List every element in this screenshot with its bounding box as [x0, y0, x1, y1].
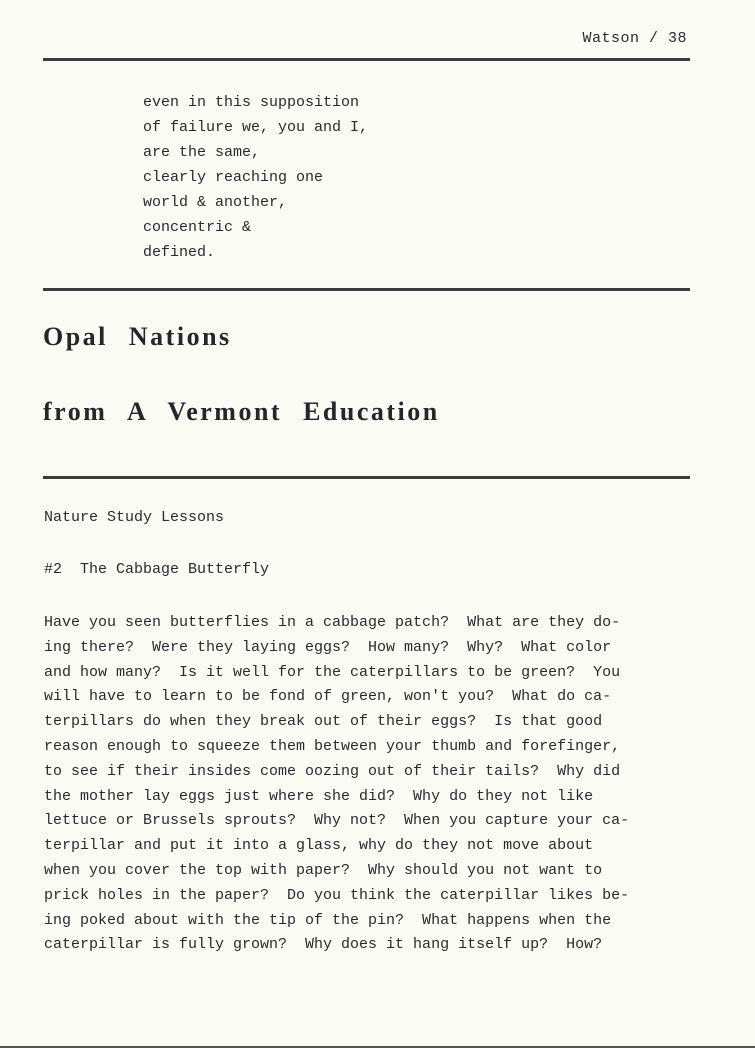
poem-line: defined. [143, 244, 216, 261]
body-line: and how many? Is it well for the caterpillars to be green? You [44, 663, 621, 681]
running-head: Watson / 38 [582, 30, 687, 47]
poem-line: world & another, [143, 194, 288, 211]
body-line: the mother lay eggs just where she did? Why do they not like [44, 787, 594, 805]
body-line: lettuce or Brussels sprouts? Why not? When you capture your ca- [44, 812, 630, 830]
body-line: ing there? Were they laying eggs? How many? Why? What color [44, 638, 612, 656]
body-line: caterpillar is fully grown? Why does it hang itself up? How? [44, 936, 603, 954]
body-line: when you cover the top with paper? Why should you not want to [44, 861, 603, 879]
top-rule [43, 58, 690, 61]
poem-block [143, 90, 368, 265]
body-paragraph [44, 611, 629, 958]
poem-line: concentric & [143, 219, 252, 236]
body-line: terpillars do when they break out of their eggs? Is that good [44, 713, 603, 731]
poem-line: are the same, [143, 144, 261, 161]
body-line: reason enough to squeeze them between your thumb and forefinger, [44, 737, 621, 755]
body-line: prick holes in the paper? Do you think the caterpillar likes be- [44, 886, 630, 904]
title-heading: from A Vermont Education [43, 397, 440, 426]
lesson-title: #2 The Cabbage Butterfly [44, 561, 270, 578]
section-rule [43, 288, 690, 291]
heading-rule [43, 476, 690, 479]
poem-line: even in this supposition [143, 94, 360, 111]
body-line: will have to learn to be fond of green, won't you? What do ca- [44, 688, 612, 706]
body-line: ing poked about with the tip of the pin? What happens when the [44, 911, 612, 929]
author-heading: Opal Nations [43, 322, 232, 351]
poem-line: of failure we, you and I, [143, 119, 369, 136]
body-line: Have you seen butterflies in a cabbage patch? What are they do- [44, 614, 621, 631]
poem-line: clearly reaching one [143, 169, 324, 186]
body-line: terpillar and put it into a glass, why do they not move about [44, 837, 594, 855]
series-label: Nature Study Lessons [44, 509, 225, 526]
body-line: to see if their insides come oozing out of their tails? Why did [44, 762, 621, 780]
